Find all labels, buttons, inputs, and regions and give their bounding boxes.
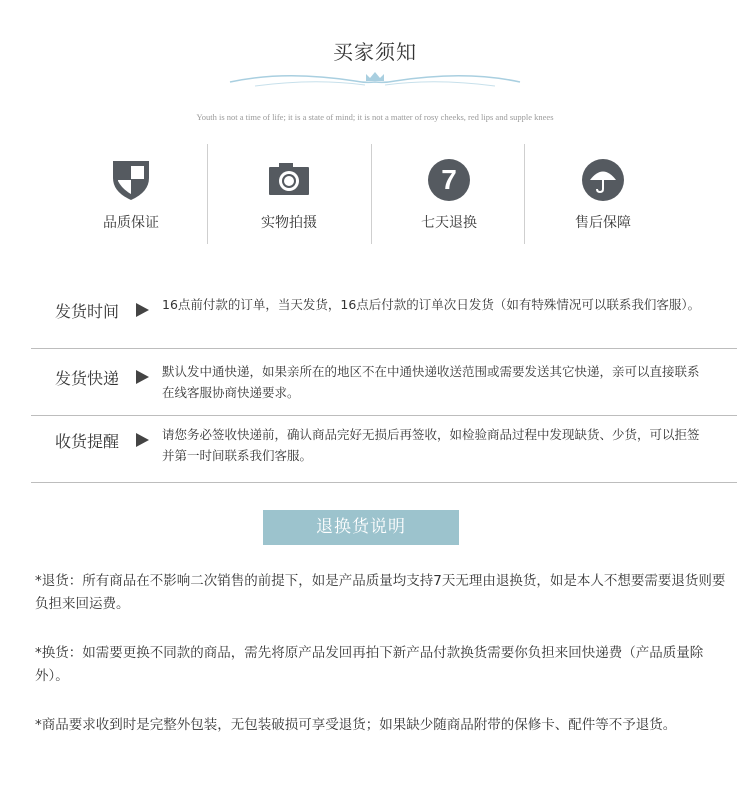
info-text: 请您务必签收快递前，确认商品完好无损后再签收，如检验商品过程中发现缺货、少货，可以拒签并第一时间联系我们客服。 bbox=[162, 427, 700, 463]
feature-label: 售后保障 bbox=[575, 215, 631, 231]
crown-ornament-icon bbox=[225, 68, 525, 96]
divider bbox=[524, 144, 525, 244]
info-row-receipt bbox=[31, 420, 737, 482]
shield-icon bbox=[109, 158, 153, 202]
svg-text:7: 7 bbox=[441, 164, 457, 195]
camera-icon bbox=[267, 158, 311, 202]
feature-seven-days bbox=[373, 144, 525, 244]
page-title: 买家须知 bbox=[333, 40, 417, 64]
play-arrow-icon bbox=[136, 433, 149, 447]
feature-label: 品质保证 bbox=[103, 215, 159, 231]
exchange-paragraph: *换货：如需要更换不同款的商品，需先将原产品发回再拍下新产品付款换货需要你负担来回快递费（产品质量除外）。 bbox=[35, 645, 704, 684]
divider bbox=[31, 348, 737, 349]
info-title: 发货时间 bbox=[55, 302, 120, 321]
umbrella-icon bbox=[581, 158, 625, 202]
divider bbox=[31, 482, 737, 483]
info-title: 发货快递 bbox=[55, 369, 120, 388]
feature-label: 实物拍摄 bbox=[261, 215, 317, 231]
feature-label: 七天退换 bbox=[421, 215, 477, 231]
feature-quality bbox=[55, 144, 207, 244]
info-text: 默认发中通快递，如果亲所在的地区不在中通快递收送范围或需要发送其它快递，亲可以直接联系在线客服协商快递要求。 bbox=[162, 364, 700, 400]
motto-text: Youth is not a time of life; it is a state of mind; it is not a matter of rosy cheeks, red lips and supple knees bbox=[196, 112, 554, 122]
info-row-courier bbox=[31, 357, 737, 415]
divider bbox=[207, 144, 208, 244]
return-paragraph: *退货：所有商品在不影响二次销售的前提下，如是产品质量均支持7天无理由退换货，如是本人不想要需要退货则要负担来回运费。 bbox=[35, 573, 726, 612]
info-row-shipping-time bbox=[31, 290, 737, 348]
play-arrow-icon bbox=[136, 370, 149, 384]
info-text: 16点前付款的订单，当天发货，16点后付款的订单次日发货（如有特殊情况可以联系我们客服）。 bbox=[162, 297, 701, 312]
play-arrow-icon bbox=[136, 303, 149, 317]
divider bbox=[31, 415, 737, 416]
info-title: 收货提醒 bbox=[55, 432, 120, 451]
feature-photo bbox=[213, 144, 365, 244]
feature-row bbox=[55, 144, 685, 244]
return-policy-banner: 退换货说明 bbox=[263, 510, 459, 545]
divider bbox=[371, 144, 372, 244]
packaging-paragraph: *商品要求收到时是完整外包装，无包装破损可享受退货；如果缺少随商品附带的保修卡、配件等不予退货。 bbox=[35, 717, 677, 733]
seven-icon bbox=[427, 158, 471, 202]
feature-after-sales bbox=[527, 144, 679, 244]
